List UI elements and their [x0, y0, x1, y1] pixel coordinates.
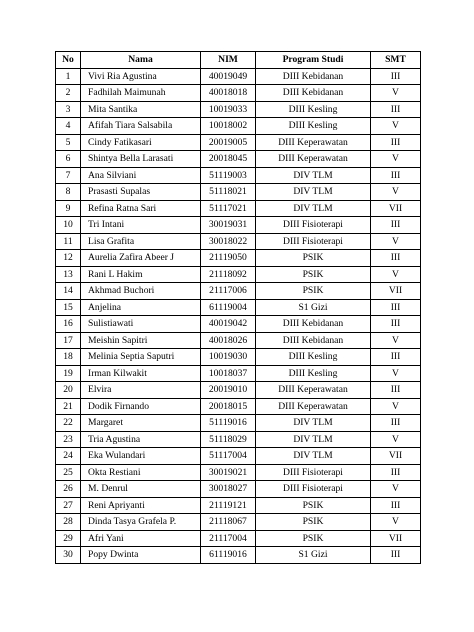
cell-program-studi: PSIK	[256, 530, 371, 547]
cell-smt: V	[371, 151, 421, 168]
header-nim: NIM	[201, 52, 256, 69]
table-row	[56, 299, 421, 316]
cell-nama: Lisa Grafita	[81, 233, 201, 250]
cell-program-studi: DIV TLM	[256, 415, 371, 432]
cell-nim: 51117004	[201, 448, 256, 465]
cell-nama: M. Denrul	[81, 481, 201, 498]
cell-no: 15	[56, 299, 81, 316]
cell-nim: 30019031	[201, 217, 256, 234]
cell-program-studi: DIII Fisioterapi	[256, 233, 371, 250]
cell-smt: III	[371, 299, 421, 316]
cell-program-studi: PSIK	[256, 250, 371, 267]
cell-no: 20	[56, 382, 81, 399]
cell-nama: Afifah Tiara Salsabila	[81, 118, 201, 135]
cell-nama: Meishin Sapitri	[81, 332, 201, 349]
cell-nama: Cindy Fatikasari	[81, 134, 201, 151]
cell-program-studi: S1 Gizi	[256, 299, 371, 316]
table-row	[56, 530, 421, 547]
cell-no: 12	[56, 250, 81, 267]
cell-nama: Tri Intani	[81, 217, 201, 234]
cell-nama: Eka Wulandari	[81, 448, 201, 465]
cell-program-studi: DIII Kebidanan	[256, 85, 371, 102]
cell-smt: V	[371, 118, 421, 135]
cell-program-studi: DIII Fisioterapi	[256, 217, 371, 234]
table-row	[56, 217, 421, 234]
cell-smt: VII	[371, 200, 421, 217]
cell-no: 13	[56, 266, 81, 283]
header-smt: SMT	[371, 52, 421, 69]
cell-program-studi: DIII Kesling	[256, 101, 371, 118]
cell-program-studi: DIII Fisioterapi	[256, 481, 371, 498]
table-row	[56, 151, 421, 168]
cell-no: 24	[56, 448, 81, 465]
cell-nama: Ana Silviani	[81, 167, 201, 184]
cell-program-studi: DIV TLM	[256, 448, 371, 465]
cell-smt: III	[371, 68, 421, 85]
cell-nama: Tria Agustina	[81, 431, 201, 448]
student-table	[55, 51, 421, 564]
cell-nama: Dinda Tasya Grafela P.	[81, 514, 201, 531]
cell-no: 23	[56, 431, 81, 448]
cell-nim: 40019042	[201, 316, 256, 333]
cell-nim: 21117004	[201, 530, 256, 547]
cell-smt: III	[371, 497, 421, 514]
cell-nim: 30019021	[201, 464, 256, 481]
table-row	[56, 365, 421, 382]
table-row	[56, 134, 421, 151]
cell-smt: V	[371, 481, 421, 498]
cell-program-studi: DIII Keperawatan	[256, 151, 371, 168]
table-row	[56, 316, 421, 333]
table-row	[56, 184, 421, 201]
cell-nim: 51118021	[201, 184, 256, 201]
cell-smt: III	[371, 349, 421, 366]
cell-smt: VII	[371, 448, 421, 465]
cell-no: 26	[56, 481, 81, 498]
cell-nama: Melinia Septia Saputri	[81, 349, 201, 366]
table-row	[56, 118, 421, 135]
cell-program-studi: PSIK	[256, 283, 371, 300]
table-row	[56, 283, 421, 300]
cell-smt: V	[371, 184, 421, 201]
cell-nim: 10018037	[201, 365, 256, 382]
table-row	[56, 200, 421, 217]
cell-smt: III	[371, 250, 421, 267]
document-page	[55, 51, 420, 564]
cell-smt: III	[371, 547, 421, 564]
cell-no: 9	[56, 200, 81, 217]
cell-smt: V	[371, 398, 421, 415]
cell-smt: V	[371, 233, 421, 250]
table-row	[56, 464, 421, 481]
cell-nama: Popy Dwinta	[81, 547, 201, 564]
cell-no: 30	[56, 547, 81, 564]
cell-smt: III	[371, 464, 421, 481]
cell-program-studi: DIII Keperawatan	[256, 398, 371, 415]
cell-smt: VII	[371, 283, 421, 300]
cell-nim: 21119050	[201, 250, 256, 267]
cell-nama: Dodik Firnando	[81, 398, 201, 415]
cell-no: 16	[56, 316, 81, 333]
cell-program-studi: DIII Kesling	[256, 349, 371, 366]
cell-no: 1	[56, 68, 81, 85]
table-row	[56, 250, 421, 267]
cell-no: 10	[56, 217, 81, 234]
cell-no: 7	[56, 167, 81, 184]
cell-smt: V	[371, 332, 421, 349]
cell-nim: 21118067	[201, 514, 256, 531]
cell-smt: III	[371, 316, 421, 333]
cell-smt: III	[371, 217, 421, 234]
cell-program-studi: DIII Keperawatan	[256, 134, 371, 151]
table-row	[56, 332, 421, 349]
cell-no: 19	[56, 365, 81, 382]
cell-nim: 10018002	[201, 118, 256, 135]
table-row	[56, 497, 421, 514]
cell-nim: 21119121	[201, 497, 256, 514]
cell-nim: 51117021	[201, 200, 256, 217]
table-row	[56, 85, 421, 102]
table-row	[56, 547, 421, 564]
cell-nim: 21117006	[201, 283, 256, 300]
cell-smt: V	[371, 85, 421, 102]
cell-nim: 10019033	[201, 101, 256, 118]
header-no: No	[56, 52, 81, 69]
cell-nim: 20018045	[201, 151, 256, 168]
header-program-studi: Program Studi	[256, 52, 371, 69]
cell-nama: Sulistiawati	[81, 316, 201, 333]
cell-smt: V	[371, 431, 421, 448]
cell-smt: VII	[371, 530, 421, 547]
cell-nama: Vivi Ria Agustina	[81, 68, 201, 85]
table-row	[56, 514, 421, 531]
cell-smt: III	[371, 415, 421, 432]
table-row	[56, 68, 421, 85]
cell-smt: III	[371, 101, 421, 118]
cell-no: 29	[56, 530, 81, 547]
cell-program-studi: DIV TLM	[256, 184, 371, 201]
cell-program-studi: DIII Kebidanan	[256, 316, 371, 333]
cell-smt: III	[371, 382, 421, 399]
cell-nama: Anjelina	[81, 299, 201, 316]
cell-nim: 21118092	[201, 266, 256, 283]
table-row	[56, 167, 421, 184]
cell-no: 17	[56, 332, 81, 349]
header-nama: Nama	[81, 52, 201, 69]
cell-nim: 10019030	[201, 349, 256, 366]
cell-no: 18	[56, 349, 81, 366]
cell-program-studi: S1 Gizi	[256, 547, 371, 564]
cell-no: 11	[56, 233, 81, 250]
cell-smt: V	[371, 266, 421, 283]
cell-nim: 30018027	[201, 481, 256, 498]
cell-nama: Irman Kilwakit	[81, 365, 201, 382]
table-row	[56, 233, 421, 250]
cell-smt: V	[371, 514, 421, 531]
cell-no: 8	[56, 184, 81, 201]
cell-program-studi: DIII Kesling	[256, 118, 371, 135]
cell-program-studi: PSIK	[256, 514, 371, 531]
cell-nama: Mita Santika	[81, 101, 201, 118]
cell-nama: Prasasti Supalas	[81, 184, 201, 201]
cell-program-studi: PSIK	[256, 266, 371, 283]
table-row	[56, 349, 421, 366]
cell-nim: 61119004	[201, 299, 256, 316]
cell-nama: Aurelia Zafira Abeer J	[81, 250, 201, 267]
cell-nama: Afri Yani	[81, 530, 201, 547]
cell-program-studi: PSIK	[256, 497, 371, 514]
table-row	[56, 382, 421, 399]
cell-nama: Akhmad Buchori	[81, 283, 201, 300]
cell-nama: Refina Ratna Sari	[81, 200, 201, 217]
cell-smt: III	[371, 167, 421, 184]
cell-nama: Rani L Hakim	[81, 266, 201, 283]
cell-program-studi: DIII Kebidanan	[256, 68, 371, 85]
cell-nim: 40018018	[201, 85, 256, 102]
table-row	[56, 398, 421, 415]
table-row	[56, 101, 421, 118]
cell-no: 4	[56, 118, 81, 135]
cell-program-studi: DIII Kesling	[256, 365, 371, 382]
cell-nama: Okta Restiani	[81, 464, 201, 481]
cell-nim: 61119016	[201, 547, 256, 564]
table-row	[56, 481, 421, 498]
cell-nim: 20019005	[201, 134, 256, 151]
cell-no: 6	[56, 151, 81, 168]
table-row	[56, 415, 421, 432]
cell-nim: 20019010	[201, 382, 256, 399]
table-row	[56, 431, 421, 448]
cell-program-studi: DIII Keperawatan	[256, 382, 371, 399]
cell-program-studi: DIV TLM	[256, 167, 371, 184]
table-body	[56, 68, 421, 563]
cell-no: 25	[56, 464, 81, 481]
cell-nim: 51119016	[201, 415, 256, 432]
cell-no: 5	[56, 134, 81, 151]
table-row	[56, 266, 421, 283]
cell-no: 14	[56, 283, 81, 300]
cell-nim: 40019049	[201, 68, 256, 85]
cell-program-studi: DIII Kebidanan	[256, 332, 371, 349]
cell-nim: 51118029	[201, 431, 256, 448]
cell-no: 22	[56, 415, 81, 432]
cell-no: 3	[56, 101, 81, 118]
cell-no: 27	[56, 497, 81, 514]
cell-program-studi: DIII Fisioterapi	[256, 464, 371, 481]
cell-nama: Shintya Bella Larasati	[81, 151, 201, 168]
cell-program-studi: DIV TLM	[256, 431, 371, 448]
cell-nama: Fadhilah Maimunah	[81, 85, 201, 102]
cell-no: 21	[56, 398, 81, 415]
cell-program-studi: DIV TLM	[256, 200, 371, 217]
table-row	[56, 448, 421, 465]
cell-nama: Margaret	[81, 415, 201, 432]
table-header-row	[56, 52, 421, 69]
cell-nim: 20018015	[201, 398, 256, 415]
cell-nama: Elvira	[81, 382, 201, 399]
cell-nim: 30018022	[201, 233, 256, 250]
cell-nim: 51119003	[201, 167, 256, 184]
cell-smt: V	[371, 365, 421, 382]
cell-no: 28	[56, 514, 81, 531]
cell-no: 2	[56, 85, 81, 102]
cell-nama: Reni Apriyanti	[81, 497, 201, 514]
cell-nim: 40018026	[201, 332, 256, 349]
cell-smt: III	[371, 134, 421, 151]
